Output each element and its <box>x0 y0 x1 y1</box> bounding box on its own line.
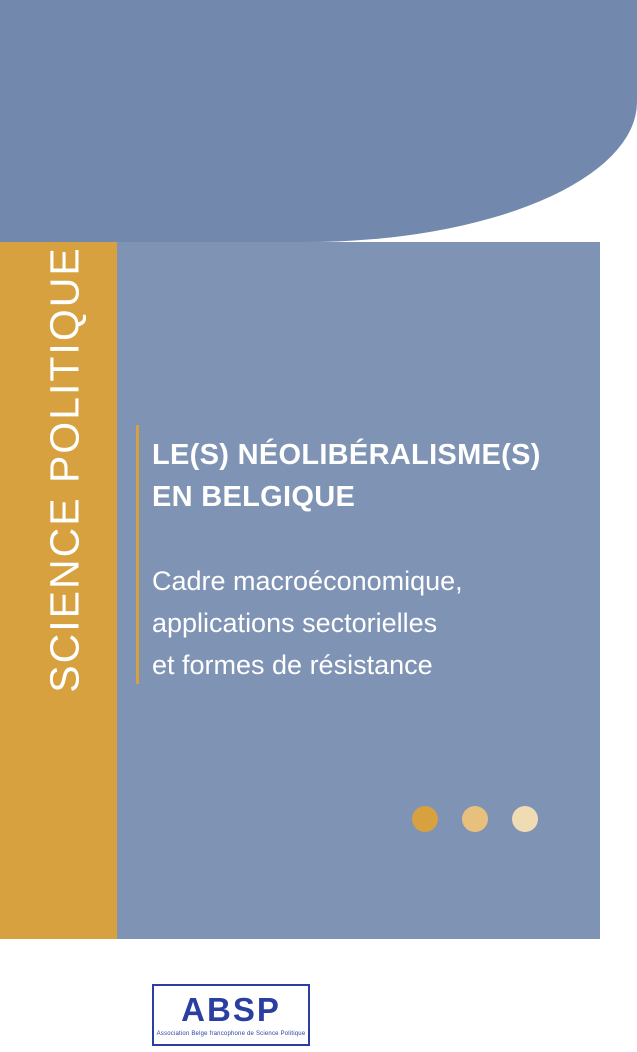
subtitle-line-3: et formes de résistance <box>152 649 433 680</box>
subtitle-line-2: applications sectorielles <box>152 607 438 638</box>
title-line-2: EN BELGIQUE <box>152 481 356 514</box>
dot-icon-1 <box>412 806 438 832</box>
cover-body <box>0 146 600 1044</box>
publisher-logo <box>482 978 578 1052</box>
curve-decoration-shape <box>0 0 637 242</box>
series-name: SCIENCE POLITIQUE <box>41 246 88 693</box>
absp-full-name: Association Belge francophone de Science Politique <box>156 1031 306 1037</box>
dot-icon-2 <box>462 806 488 832</box>
page-title <box>152 434 572 518</box>
dot-decoration <box>412 806 552 836</box>
title-gold-rule <box>136 425 139 684</box>
publisher-mark: a <box>519 978 541 1027</box>
series-spine <box>0 146 117 939</box>
curve-decoration <box>117 146 600 242</box>
page-subtitle <box>152 561 582 687</box>
dot-icon-3 <box>512 806 538 832</box>
publisher-name: ACADEMIA <box>497 1032 563 1044</box>
absp-logo <box>152 984 310 1046</box>
title-line-1: LE(S) NÉOLIBÉRALISME(S) <box>152 439 541 471</box>
absp-acronym: ABSP <box>181 991 281 1028</box>
subtitle-line-1: Cadre macroéconomique, <box>152 566 463 596</box>
publisher-rule <box>495 1027 565 1029</box>
